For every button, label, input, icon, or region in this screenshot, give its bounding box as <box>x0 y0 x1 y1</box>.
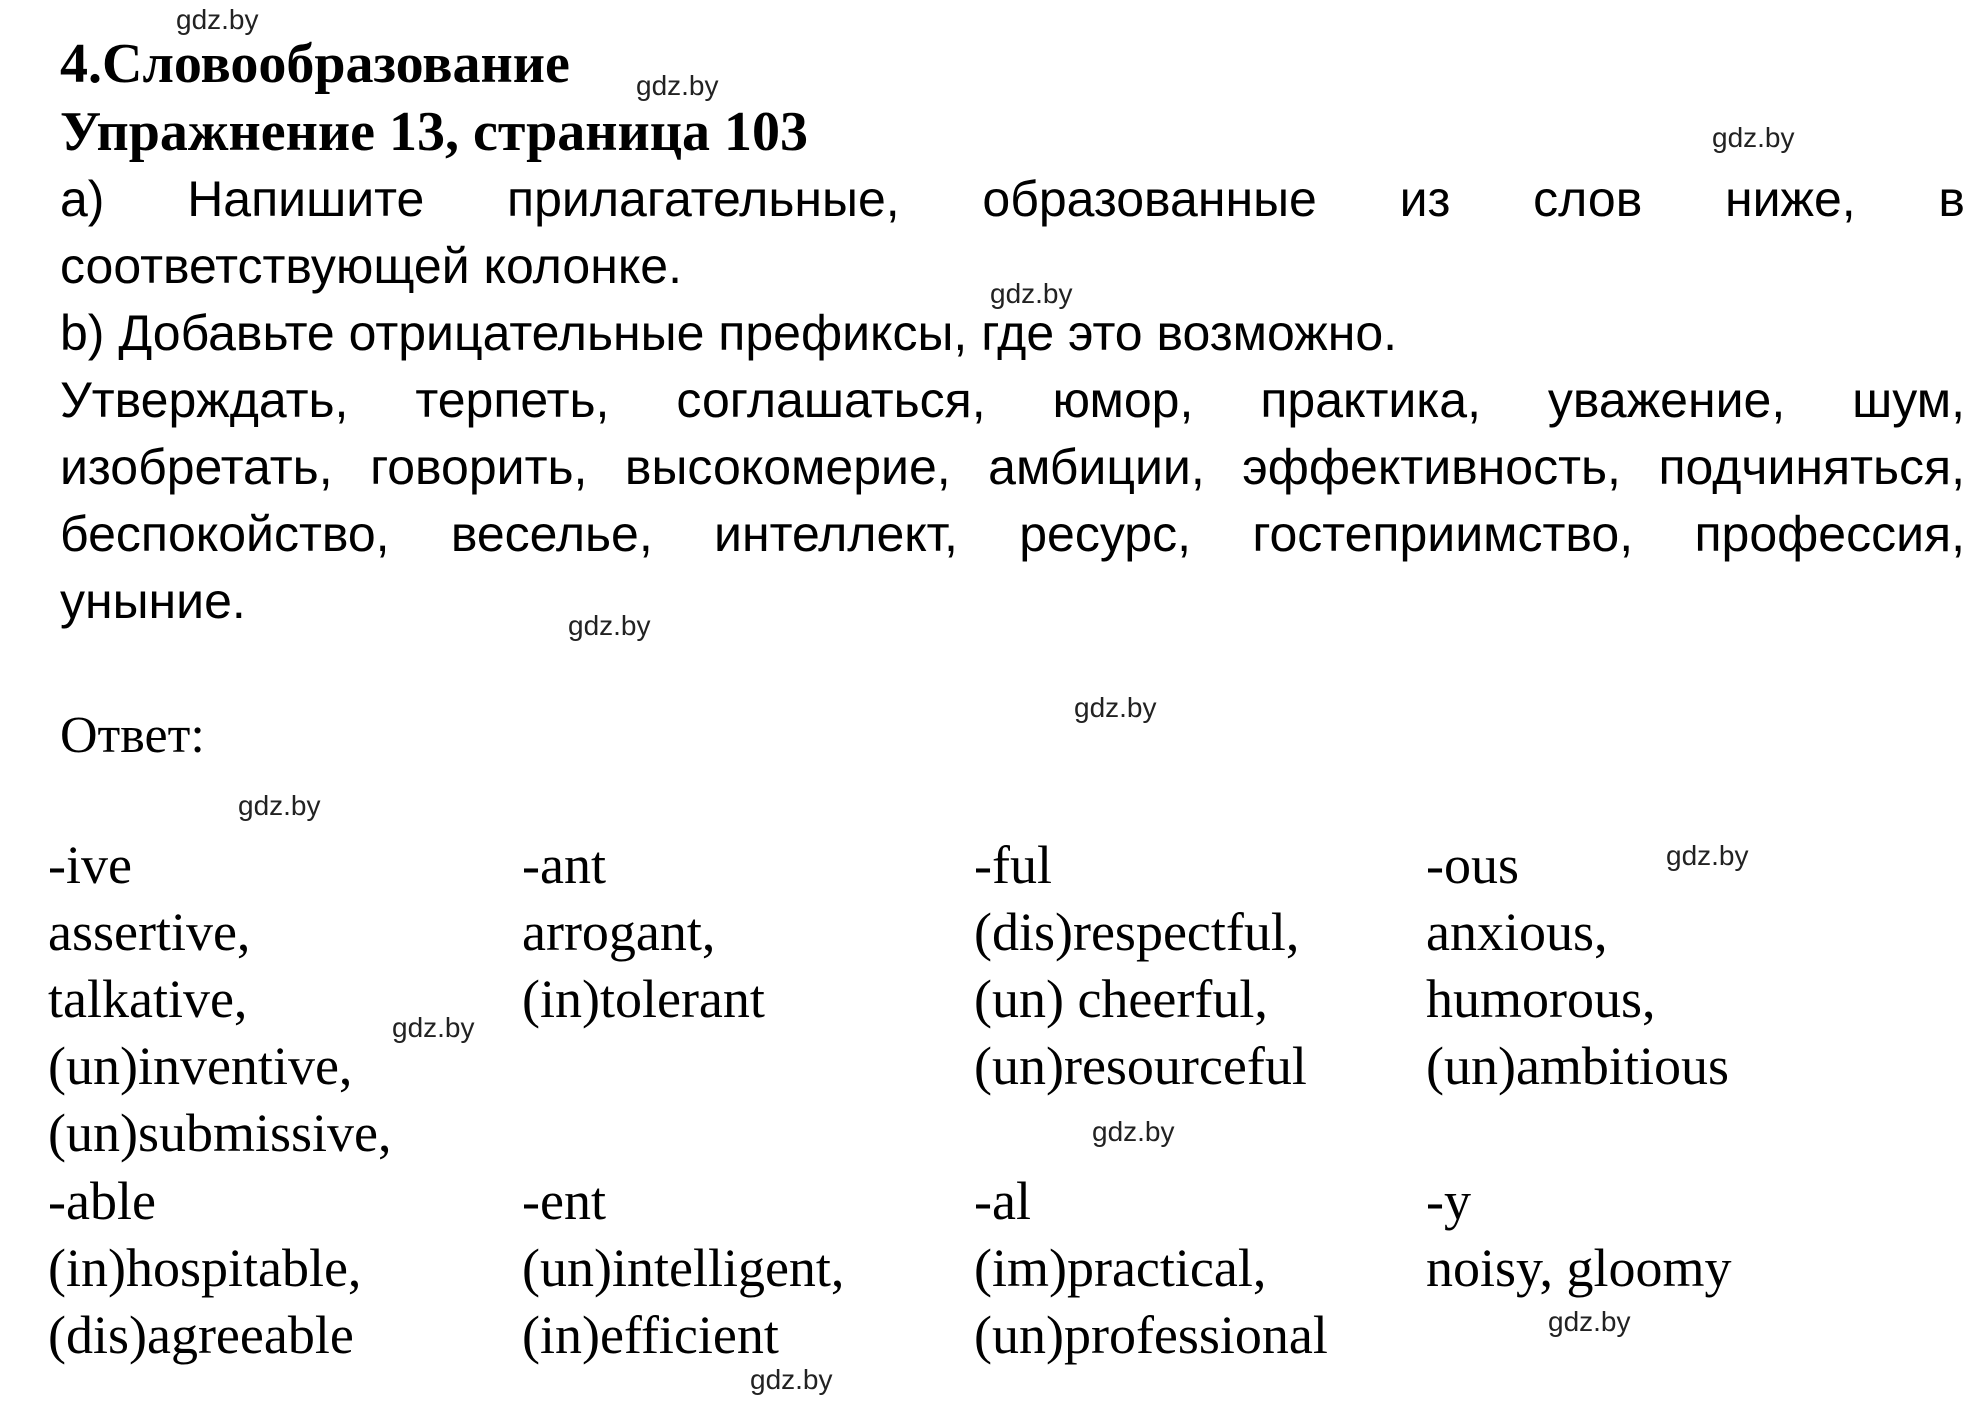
section-title: 4.Словообразование <box>60 33 570 95</box>
suffix-ous: -ous <box>1426 835 1519 895</box>
answer-word: (un) cheerful, <box>974 969 1268 1029</box>
answer-word: talkative, <box>48 969 248 1029</box>
answer-word: arrogant, <box>522 902 716 962</box>
answer-word: (im)practical, <box>974 1238 1267 1298</box>
watermark: gdz.by <box>636 70 719 101</box>
group-ous <box>1426 832 1729 1100</box>
answer-word: (dis)respectful, <box>974 902 1300 962</box>
watermark: gdz.by <box>1712 122 1795 153</box>
task-a-line1: a) Напишите прилагательные, образованные из слов ниже, в <box>60 171 1965 227</box>
watermark: gdz.by <box>1548 1306 1631 1337</box>
answer-word: (un)inventive, <box>48 1036 353 1096</box>
watermark: gdz.by <box>1666 840 1749 871</box>
words-line1: Утверждать, терпеть, соглашаться, юмор, практика, уважение, шум, <box>60 372 1965 428</box>
group-al <box>974 1168 1328 1369</box>
group-y <box>1426 1168 1732 1302</box>
suffix-ive: -ive <box>48 835 132 895</box>
answer-word: anxious, <box>1426 902 1608 962</box>
watermark: gdz.by <box>990 278 1073 309</box>
answer-word: noisy, gloomy <box>1426 1238 1732 1298</box>
suffix-ent: -ent <box>522 1171 606 1231</box>
group-able <box>48 1168 361 1369</box>
watermark: gdz.by <box>568 610 651 641</box>
words-line4: уныние. <box>60 573 246 629</box>
group-ive <box>48 832 392 1167</box>
answer-word: (in)hospitable, <box>48 1238 362 1298</box>
watermark: gdz.by <box>750 1364 833 1395</box>
suffix-al: -al <box>974 1171 1031 1231</box>
watermark: gdz.by <box>1092 1116 1175 1147</box>
suffix-y: -y <box>1426 1171 1471 1231</box>
answer-word: (dis)agreeable <box>48 1305 354 1365</box>
watermark: gdz.by <box>238 790 321 821</box>
suffix-able: -able <box>48 1171 156 1231</box>
watermark: gdz.by <box>1074 692 1157 723</box>
watermark: gdz.by <box>392 1012 475 1043</box>
answer-word: (un)submissive, <box>48 1103 392 1163</box>
answer-label: Ответ: <box>60 707 205 764</box>
group-ant <box>522 832 765 1033</box>
answer-word: (in)tolerant <box>522 969 765 1029</box>
group-ful <box>974 832 1307 1100</box>
group-ent <box>522 1168 844 1369</box>
answer-word: (un)intelligent, <box>522 1238 845 1298</box>
exercise-title: Упражнение 13, страница 103 <box>60 101 809 163</box>
suffix-ant: -ant <box>522 835 606 895</box>
answer-word: (un)professional <box>974 1305 1328 1365</box>
suffix-ful: -ful <box>974 835 1052 895</box>
answer-word: assertive, <box>48 902 251 962</box>
answer-word: (un)resourceful <box>974 1036 1307 1096</box>
answer-word: (un)ambitious <box>1426 1036 1729 1096</box>
task-a-line2: соответствующей колонке. <box>60 238 682 294</box>
task-b-line: b) Добавьте отрицательные префиксы, где это возможно. <box>60 305 1398 361</box>
watermark: gdz.by <box>176 4 259 35</box>
words-line2: изобретать, говорить, высокомерие, амбиции, эффективность, подчиняться, <box>60 439 1965 495</box>
words-line3: беспокойство, веселье, интеллект, ресурс, гостеприимство, профессия, <box>60 506 1965 562</box>
answer-word: (in)efficient <box>522 1305 779 1365</box>
answer-word: humorous, <box>1426 969 1656 1029</box>
